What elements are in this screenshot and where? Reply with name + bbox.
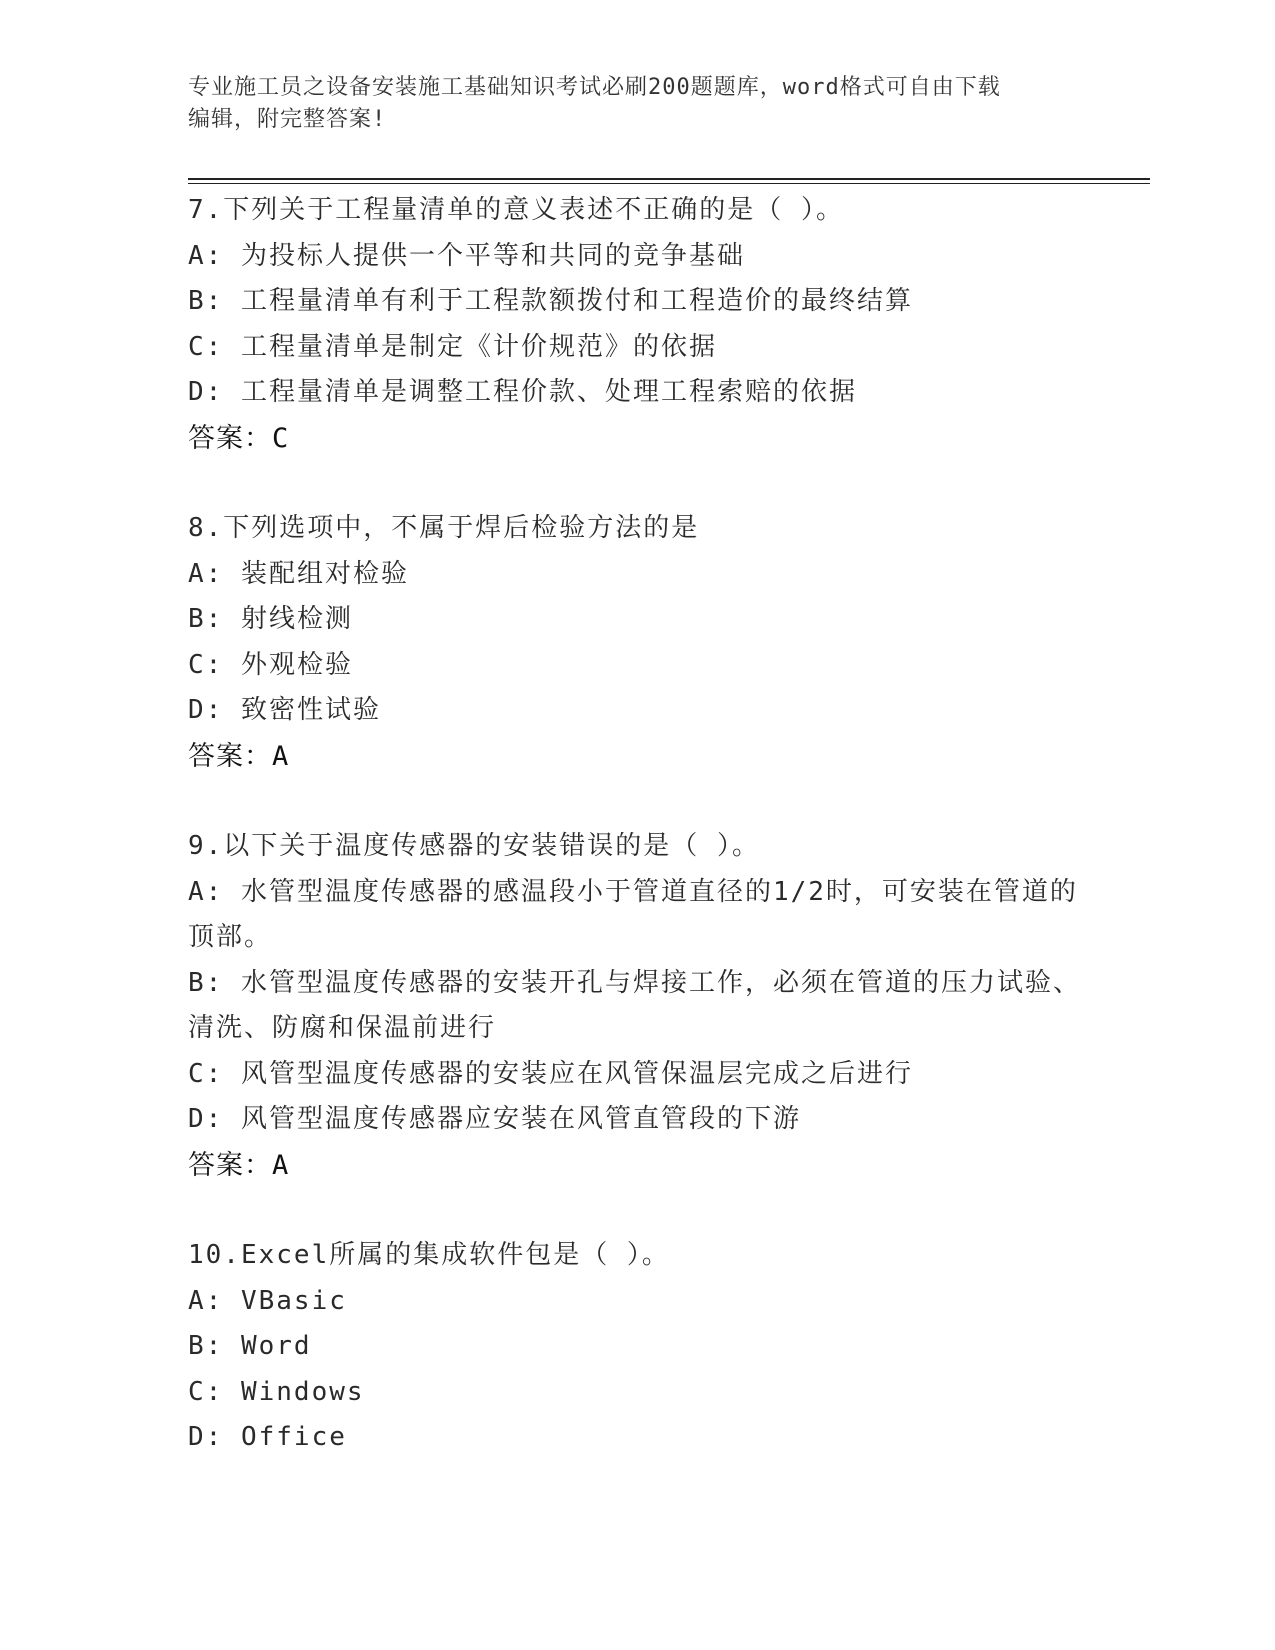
option-a: A: 水管型温度传感器的感温段小于管道直径的1/2时，可安装在管道的顶部。 bbox=[188, 876, 1078, 952]
header-title-line-1: 专业施工员之设备安装施工基础知识考试必刷200题题库，word格式可自由下载 bbox=[188, 75, 1001, 100]
answer-label: 答案：A bbox=[188, 1149, 290, 1181]
question-10 bbox=[188, 1233, 1088, 1461]
option-d: D: 风管型温度传感器应安装在风管直管段的下游 bbox=[188, 1104, 801, 1134]
option-a: A: 为投标人提供一个平等和共同的竞争基础 bbox=[188, 240, 745, 271]
question-7 bbox=[188, 188, 1088, 461]
question-stem: 10.Excel所属的集成软件包是（ ）。 bbox=[188, 1240, 670, 1270]
question-8 bbox=[188, 506, 1088, 779]
option-c: C: Windows bbox=[188, 1376, 365, 1407]
document-header bbox=[188, 72, 1068, 136]
question-9 bbox=[188, 824, 1088, 1188]
option-c: C: 风管型温度传感器的安装应在风管保温层完成之后进行 bbox=[188, 1058, 913, 1089]
option-d: D: 致密性试验 bbox=[188, 695, 381, 725]
option-c: C: 工程量清单是制定《计价规范》的依据 bbox=[188, 331, 717, 362]
question-stem: 8.下列选项中，不属于焊后检验方法的是 bbox=[188, 513, 700, 543]
header-title-line-2: 编辑，附完整答案! bbox=[188, 107, 387, 132]
answer-label: 答案：A bbox=[188, 740, 290, 772]
question-stem: 9.以下关于温度传感器的安装错误的是（ ）。 bbox=[188, 831, 760, 861]
option-b: B: 水管型温度传感器的安装开孔与焊接工作，必须在管道的压力试验、清洗、防腐和保温前进行 bbox=[188, 967, 1081, 1043]
option-c: C: 外观检验 bbox=[188, 649, 353, 680]
header-divider-thin bbox=[188, 183, 1150, 184]
option-b: B: Word bbox=[188, 1331, 312, 1361]
option-b: B: 射线检测 bbox=[188, 604, 353, 634]
header-divider-thick bbox=[188, 178, 1150, 180]
option-d: D: 工程量清单是调整工程价款、处理工程索赔的依据 bbox=[188, 377, 857, 407]
option-a: A: 装配组对检验 bbox=[188, 558, 409, 589]
question-list bbox=[188, 188, 1088, 1506]
answer-label: 答案：C bbox=[188, 422, 290, 454]
option-a: A: VBasic bbox=[188, 1285, 347, 1316]
question-stem: 7.下列关于工程量清单的意义表述不正确的是（ ）。 bbox=[188, 195, 844, 225]
option-b: B: 工程量清单有利于工程款额拨付和工程造价的最终结算 bbox=[188, 286, 913, 316]
option-d: D: Office bbox=[188, 1422, 347, 1452]
